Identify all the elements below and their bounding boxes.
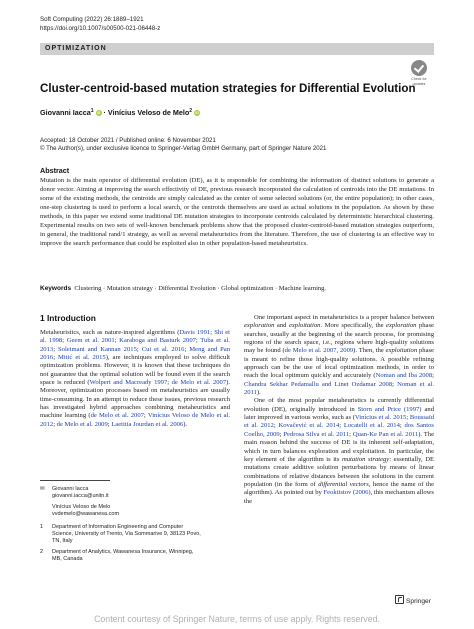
- doi-link[interactable]: https://doi.org/10.1007/s00500-021-06448-z: [40, 24, 161, 32]
- footnote-rule: [40, 480, 110, 481]
- paragraph: [244, 397, 434, 505]
- email-icon: ✉: [40, 486, 45, 492]
- author-list: [40, 108, 200, 117]
- body-text: : essentially, DE mutations create additive solution perturbations by means of linear combinations of relative distances between the solutions in the current population (in the form of: [244, 455, 434, 488]
- affiliation-1-line: TN, Italy: [52, 538, 73, 545]
- check-updates-label-1: Check for: [411, 77, 427, 81]
- body-text: ;: [167, 379, 172, 387]
- body-text: ;: [399, 422, 405, 430]
- footnotes: [40, 486, 230, 576]
- body-text: ;: [210, 329, 215, 336]
- dates-line: Accepted: 18 October 2021 / Published online: 6 November 2021: [40, 137, 216, 144]
- emphasis: exploitation: [385, 347, 418, 355]
- springer-horse-icon: [395, 595, 404, 604]
- body-text: ;: [392, 380, 398, 388]
- body-text: ;: [53, 354, 59, 362]
- citation-link[interactable]: Soleimani and Kannan 2015: [58, 345, 137, 353]
- body-text: ;: [184, 345, 190, 353]
- check-icon: [411, 60, 427, 76]
- body-text: ;: [53, 420, 57, 428]
- email-address-1[interactable]: giovanni.iacca@unitn.it: [52, 493, 109, 500]
- emphasis: mutation strategy: [342, 455, 390, 463]
- body-text: ;: [107, 420, 112, 428]
- corresponding-author: Giovanni Iacca: [52, 486, 89, 492]
- body-text: ;: [136, 345, 142, 353]
- body-text: ), are techniques employed to solve difficult optimization problems. However, it is known that these techniques do not guarantee that the optimal solution will be found even if the search space is reduced (: [40, 354, 231, 387]
- body-text: ;: [195, 337, 201, 345]
- body-text: ).: [256, 389, 261, 397]
- citation-link[interactable]: Chandra Sekhar Pedamallu and Linet Ozdamar 2008: [244, 380, 393, 388]
- section-label: OPTIMIZATION: [45, 44, 107, 52]
- body-text: , this mechanism allows the: [244, 489, 434, 505]
- affiliation-2-line: MB, Canada: [52, 556, 83, 563]
- citation-link[interactable]: Geem et al. 2001: [66, 337, 115, 345]
- body-text: ;: [62, 337, 67, 345]
- citation-link[interactable]: Laetitia Jourdan et al. 2006: [111, 420, 184, 428]
- citation-link[interactable]: Shi et al. 1998: [40, 329, 230, 345]
- body-text: and later improved in various works, such as (: [244, 405, 435, 422]
- intro-right-column: [244, 314, 434, 506]
- paper-title: Cluster-centroid-based mutation strategies for Differential Evolution: [40, 82, 416, 95]
- body-text: ;: [349, 430, 353, 438]
- springer-logo: [395, 595, 431, 605]
- email-address-2[interactable]: vvdemelo@wawanesa.com: [52, 511, 120, 518]
- abstract-text: Mutation is the main operator of differential evolution (DE), as it is responsible for combining the information of distinct solutions to generate a donor vector. Aiming at improving the search effectivity of DE, previous research incorporated the calculation of centroids into the DE mutations. In some of the existing methods, the centroids are simply calculated as the center of some selected solutions (or, the entire population); in other cases, one-step clustering is used to perform a local search, or the centroids themselves are used as actual solutions in the population. As shown by these methods, in this paper we extend some traditional DE mutation strategies to incorporate centroids calculated by deterministic hierarchical clustering. Experimental results on two sets of well-known benchmark problems show that the proposed cluster-centroid-based mutation strategies outperform, in general, the traditional rand/1 strategy, as well as several metaheuristics from the literature. Therefore, the use of clustering is an effective way to improve the search performance that could be exploited also in other population-based metaheuristics.: [40, 177, 434, 248]
- affiliation-mark-1: 1: [40, 524, 44, 530]
- keywords-label: Keywords: [40, 285, 72, 292]
- citation-link[interactable]: Noman and Iba 2008: [375, 372, 433, 380]
- citation-link[interactable]: Quan-Ke Pan et al. 2011: [352, 430, 419, 438]
- author-separator: ·: [103, 108, 106, 117]
- body-text: ;: [273, 422, 279, 430]
- body-text: ;: [114, 337, 120, 345]
- citation-link[interactable]: Wolpert and Macready 1997: [89, 379, 168, 387]
- paragraph: [244, 314, 434, 397]
- abstract-heading: Abstract: [40, 166, 70, 175]
- body-text: ). Moreover, optimization processes based on metaheuristics are usually time-consuming. In an attempt to reduce these issues, previous research has investigated hybrid approaches combining metaheuristics and machine learning (: [40, 379, 230, 420]
- introduction-heading: 1 Introduction: [40, 313, 96, 323]
- author-name-2: Vinícius Veloso de Melo: [107, 108, 190, 117]
- citation-link[interactable]: Boussaïd et al. 2012: [244, 414, 434, 430]
- author-affiliation-2: 2: [189, 108, 193, 114]
- citation-link[interactable]: Kovačević et al. 2014: [278, 422, 340, 430]
- body-text: ).: [183, 420, 188, 428]
- copyright-line: © The Author(s), under exclusive licence to Springer-Verlag GmbH Germany, part of Springer Nature 2021: [40, 145, 327, 153]
- body-text: , hence the name of the algorithm). As pointed out by: [244, 480, 434, 497]
- body-text: ). The main reason behind the success of DE is its inherent self-adaptation, which in turn balances exploration and exploitation. In particular, the key element of the algorithm is its: [244, 430, 435, 463]
- publisher-name: Springer: [406, 598, 431, 605]
- citation-link[interactable]: de Melo et al. 2007: [90, 412, 144, 420]
- citation-link[interactable]: de Melo et al. 2007: [171, 379, 227, 387]
- emphasis: exploration: [386, 322, 417, 330]
- journal-citation: Soft Computing (2022) 26:1889–1921: [40, 16, 144, 23]
- second-author-name: Vinícius Veloso de Melo: [52, 504, 111, 510]
- citation-link[interactable]: de Melo et al. 2007: [284, 347, 337, 355]
- body-text: and: [274, 322, 289, 330]
- citation-link[interactable]: Vinícius Veloso de Melo et al. 2012: [40, 412, 231, 428]
- body-text: ;: [53, 345, 58, 353]
- emphasis: exploration: [244, 322, 275, 330]
- citation-link[interactable]: Vinícius et al. 2015: [354, 414, 407, 422]
- citation-link[interactable]: Storn and Price (1997): [357, 405, 422, 413]
- emphasis: exploitation: [288, 322, 321, 330]
- check-updates-label-2: updates: [412, 82, 426, 87]
- journal-header: [40, 16, 160, 33]
- affiliation-2-line: Department of Analytics, Wawanesa Insurance, Winnipeg,: [52, 549, 194, 555]
- publication-dates: [40, 137, 326, 154]
- citation-link[interactable]: Meng and Pan 2016: [40, 345, 231, 362]
- citation-link[interactable]: Mitić et al. 2015: [58, 354, 106, 362]
- body-text: One important aspect in metaheuristics is a proper balance between: [254, 314, 434, 321]
- body-text: phase is meant to refine those high-quality solutions. A possible refining approach can be the use of local optimization methods, in order to reach the local optimum quickly and accurately (: [244, 347, 434, 380]
- emphasis: differential vectors: [318, 480, 369, 488]
- author-affiliation-1: 1: [90, 108, 94, 114]
- citation-link[interactable]: Pedrosa Silva et al. 2011: [283, 430, 350, 438]
- citation-link[interactable]: Noman et al. 2011: [244, 380, 434, 397]
- body-text: ;: [279, 430, 284, 438]
- affiliation-1-line: Science, University of Trento, Via Sommarive 9, 38123 Povo,: [52, 531, 201, 538]
- citation-link[interactable]: Locatelli et al. 2014: [343, 422, 400, 430]
- body-text: ,: [336, 347, 340, 355]
- body-text: One of the most popular metaheuristics is currently differential evolution (DE), originally introduced in: [244, 397, 434, 413]
- citation-link[interactable]: Tuba et al. 2013: [40, 337, 231, 353]
- citation-link[interactable]: Feoktistov (2006): [323, 489, 371, 497]
- orcid-icon[interactable]: iD: [96, 111, 101, 115]
- body-text: ). Then, the: [353, 347, 386, 355]
- body-text: phase searches, usually at the beginning of the search process, for promising regions of the search space, i.e., regions where high-quality solutions may be found (: [244, 322, 434, 355]
- citation-link[interactable]: Karaboga and Basturk 2007: [119, 337, 196, 345]
- orcid-icon[interactable]: iD: [195, 111, 199, 115]
- body-text: ;: [432, 372, 434, 380]
- author-name-1: Giovanni Iacca: [40, 108, 91, 117]
- body-text: ;: [406, 414, 410, 422]
- intro-left-column: [40, 329, 230, 429]
- keywords-text: Clustering · Mutation strategy · Differential Evolution · Global optimization · Machine learning.: [74, 285, 327, 292]
- watermark-text: Content courtesy of Springer Nature, terms of use apply. Rights reserved.: [94, 614, 380, 624]
- affiliation-mark-2: 2: [40, 549, 44, 555]
- citation-link[interactable]: Cui et al. 2016: [141, 345, 185, 353]
- citation-link[interactable]: 2009: [339, 347, 354, 355]
- citation-link[interactable]: dos Santos Coelho, 2009: [244, 422, 434, 438]
- keywords: [40, 285, 434, 292]
- body-text: ;: [339, 422, 344, 430]
- body-text: Metaheuristics, such as nature-inspired algorithms (: [40, 329, 180, 336]
- body-text: . More specifically, the: [320, 322, 387, 330]
- body-text: ;: [143, 412, 148, 420]
- affiliation-1-line: Department of Information Engineering and Computer: [52, 524, 184, 530]
- citation-link[interactable]: Davis 1991: [179, 329, 211, 336]
- citation-link[interactable]: de Melo et al. 2009: [56, 420, 108, 428]
